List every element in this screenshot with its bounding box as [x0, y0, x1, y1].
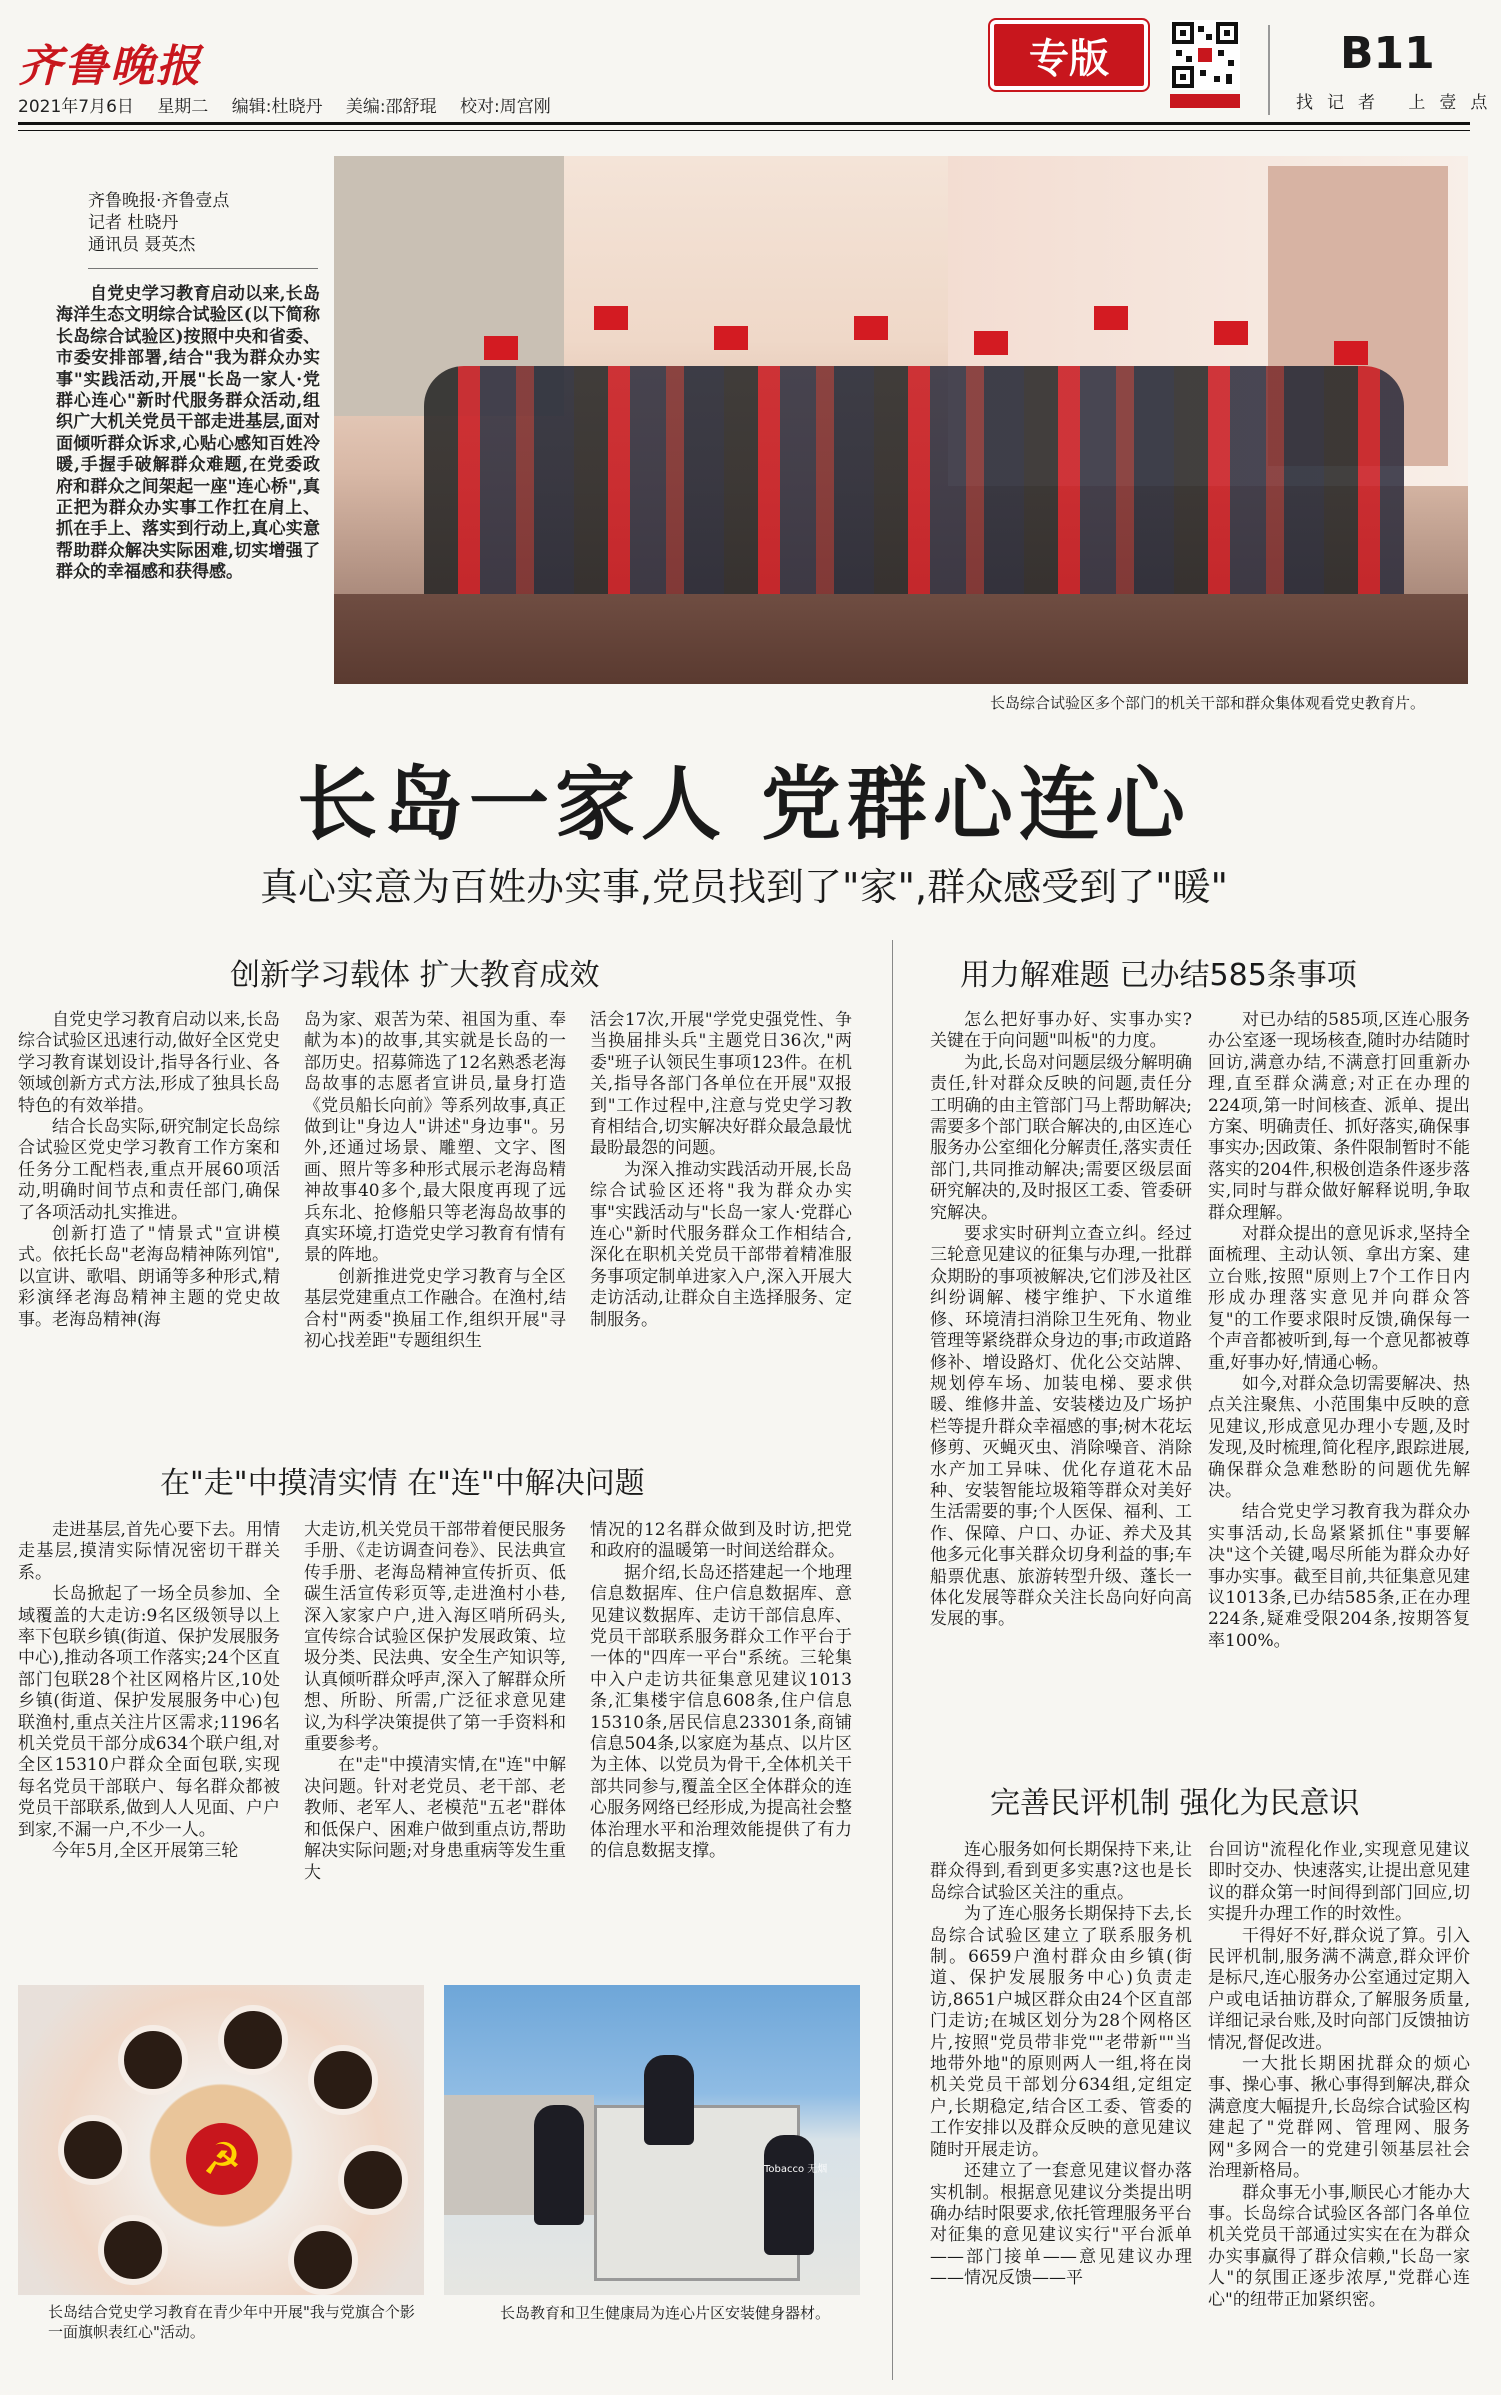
flag-icon: [714, 326, 748, 350]
weekday: 星期二: [157, 97, 209, 117]
child-figure: [308, 2045, 378, 2115]
paragraph: 据介绍,长岛还搭建起一个地理信息数据库、住户信息数据库、意见建议数据库、走访干部信息库、党员干部联系服务群众工作平台于一体的"四库一平台"系统。三轮集中入户走访共征集意见建议1013条,汇集楼宇信息608条,住户信息15310条,居民信息23301条,商铺信息504条,以家庭为基点、以片区为主体、以党员为骨干,全体机关干部共同参与,覆盖全区全体群众的连心服务网络已经形成,为提高社会整体治理水平和治理效能提供了有力的信息数据支撑。: [590, 1562, 852, 1862]
flag-icon: [594, 306, 628, 330]
paragraph: 结合长岛实际,研究制定长岛综合试验区党史学习教育工作方案和任务分工配档表,重点开展60项活动,明确时间节点和责任部门,确保了各项活动扎实推进。: [18, 1117, 280, 1223]
bottom-left-caption: 长岛结合党史学习教育在青少年中开展"我与党旗合个影 一面旗帜表红心"活动。: [48, 2303, 415, 2341]
flag-icon: [1094, 306, 1128, 330]
section2-col2: [304, 1520, 566, 1970]
top-photo: [334, 156, 1468, 684]
section4-col2: [1208, 1840, 1470, 2380]
headline: 长岛一家人 党群心连心: [297, 758, 1191, 851]
paragraph: 为深入推动实践活动开展,长岛综合试验区还将"我为群众办实事"实践活动与"长岛一家人·党群心连心"新时代服务群众工作相结合,深化在职机关党员干部带着精准服务事项定制单进家入户,深入开展大走访活动,让群众自主选择服务、定制服务。: [590, 1159, 852, 1330]
paragraph: 在"走"中摸清实情,在"连"中解决问题。针对老党员、老干部、老教师、老军人、老模范"五老"群体和低保户、困难户做到重点访,帮助解决实际问题;对身患重病等发生重大: [304, 1755, 566, 1883]
column-badge: 专版: [990, 20, 1148, 90]
byline-source: 齐鲁晚报·齐鲁壹点: [88, 191, 230, 211]
section-heading-evaluation: 完善民评机制 强化为民意识: [990, 1786, 1360, 1821]
flag-icon: [854, 316, 888, 340]
paragraph: 群众事无小事,顺民心才能办大事。长岛综合试验区各部门各单位机关党员干部通过实实在在为群众办实事赢得了群众信赖,"长岛一家人"的氛围正逐步浓厚,"党群心连心"的纽带正加紧织密。: [1208, 2182, 1470, 2310]
section3-col1: [930, 1010, 1192, 1750]
section1-col3: [590, 1010, 852, 1330]
worker-figure: [534, 2105, 584, 2225]
section2-col3: [590, 1520, 852, 1970]
byline-correspondent: 通讯员 聂英杰: [88, 235, 196, 255]
section-heading-visits: 在"走"中摸清实情 在"连"中解决问题: [160, 1466, 645, 1501]
lead-text: 自党史学习教育启动以来,长岛海洋生态文明综合试验区(以下简称长岛综合试验区)按照中央和省委、市委安排部署,结合"我为群众办实事"实践活动,开展"长岛一家人·党群心连心"新时代服务群众活动,组织广大机关党员干部走进基层,面对面倾听群众诉求,心贴心感知百姓冷暖,手握手破解群众难题,在党委政府和群众之间架起一座"连心桥",真正把为群众办实事工作扛在肩上、抓在手上、落实到行动上,真心实意帮助群众解决实际困难,切实增强了群众的幸福感和获得感。: [56, 284, 320, 583]
header-divider: [1268, 25, 1270, 115]
section-heading-problems: 用力解难题 已办结585条事项: [960, 958, 1357, 993]
paragraph: 活会17次,开展"学党史强党性、争当换届排头兵"主题党日36次,"两委"班子认领民生事项123件。在机关,指导各部门各单位在开展"双报到"工作过程中,注意与党史学习教育相结合,切实解决好群众最急最忧最盼最怨的问题。: [590, 1010, 852, 1159]
photo-floor: [334, 594, 1468, 684]
lead-paragraph: [56, 284, 320, 584]
section1-col1: [18, 1010, 280, 1330]
designer: 美编:邵舒琨: [345, 97, 437, 117]
flag-icon: [484, 336, 518, 360]
flag-icon: [974, 331, 1008, 355]
issue-date: 2021年7月6日: [18, 97, 134, 117]
paragraph: 干得好不好,群众说了算。引入民评机制,服务满不满意,群众评价是标尺,连心服务办公室通过定期入户或电话抽访群众,了解服务质量,详细记录台账,及时向部门反馈抽访情况,督促改进。: [1208, 1925, 1470, 2053]
qr-code-icon[interactable]: [1170, 20, 1240, 110]
flag-icon: [1214, 321, 1248, 345]
byline-rule: [88, 268, 318, 269]
paragraph: 怎么把好事办好、实事办实?关键在于向问题"叫板"的力度。: [930, 1010, 1192, 1052]
paragraph: 如今,对群众急切需要解决、热点关注聚焦、小范围集中反映的意见建议,形成意见办理小专题,及时发现,及时梳理,简化程序,跟踪进展,确保群众急难愁盼的问题优先解决。: [1208, 1373, 1470, 1501]
paragraph: 台回访"流程化作业,实现意见建议即时交办、快速落实,让提出意见建议的群众第一时间得到部门回应,切实提升办理工作的时效性。: [1208, 1840, 1470, 1925]
section2-col1: [18, 1520, 280, 1970]
bottom-right-photo: [444, 1985, 860, 2295]
section3-col2: [1208, 1010, 1470, 1750]
byline-reporter: 记者 杜晓丹: [88, 213, 179, 233]
editor: 编辑:杜晓丹: [231, 97, 323, 117]
worker-figure: [644, 2055, 694, 2145]
child-figure: [338, 2145, 408, 2215]
photo-crowd: [424, 366, 1404, 596]
vest-label: Tobacco 无烟: [764, 2164, 828, 2175]
paragraph: 创新推进党史学习教育与全区基层党建重点工作融合。在渔村,结合村"两委"换届工作,组织开展"寻初心找差距"专题组织生: [304, 1266, 566, 1352]
proofreader: 校对:周宫刚: [460, 97, 551, 117]
page-number: B11: [1340, 28, 1435, 79]
paragraph: 大走访,机关党员干部带着便民服务手册、《走访调查问卷》、民法典宣传手册、老海岛精神宣传折页、低碳生活宣传彩页等,走进渔村小巷,深入家家户户,进入海区哨所码头,宣传综合试验区保护发展政策、垃圾分类、民法典、安全生产知识等,认真倾听群众呼声,深入了解群众所想、所盼、所需,广泛征求意见建议,为科学决策提供了第一手资料和重要参考。: [304, 1520, 566, 1755]
top-photo-caption: 长岛综合试验区多个部门的机关干部和群众集体观看党史教育片。: [990, 694, 1426, 712]
paragraph: 结合党史学习教育我为群众办实事活动,长岛紧紧抓住"事要解决"这个关键,喝尽所能为群众办好事办实事。截至目前,共征集意见建议1013条,已办结585条,正在办理224条,疑难受限204条,按期答复率100%。: [1208, 1502, 1470, 1651]
party-emblem-icon: ☭: [186, 2123, 258, 2195]
paragraph: 为了连心服务长期保持下去,长岛综合试验区建立了联系服务机制。6659户渔村群众由乡镇(街道、保护发展服务中心)负责走访,8651户城区群众由24个区直部门走访;在城区划分为28个网格区片,按照"党员带非党""老带新""当地带外地"的原则两人一组,将在岗机关党员干部划分634组,定组定户,长期稳定,结合区工委、管委的工作安排以及群众反映的意见建议随时开展走访。: [930, 1904, 1192, 2160]
byline: [88, 190, 318, 256]
worker-figure: [764, 2135, 814, 2255]
section-heading-innovation: 创新学习载体 扩大教育成效: [230, 958, 600, 993]
child-figure: [98, 2215, 168, 2285]
paragraph: 还建立了一套意见建议督办落实机制。根据意见建议分类提出明确办结时限要求,依托管理服务平台对征集的意见建议实行"平台派单——部门接单——意见建议办理——情况反馈——平: [930, 2161, 1192, 2289]
paragraph: 今年5月,全区开展第三轮: [52, 1841, 239, 1862]
flag-icon: [1334, 341, 1368, 365]
bottom-right-caption: 长岛教育和卫生健康局为连心片区安装健身器材。: [500, 2304, 831, 2322]
header-rule: [18, 122, 1470, 125]
section1-col2: [304, 1010, 566, 1352]
header-rule-thin: [18, 130, 1470, 131]
paragraph: 情况的12名群众做到及时访,把党和政府的温暖第一时间送给群众。: [590, 1520, 852, 1562]
paragraph: 一大批长期困扰群众的烦心事、操心事、揪心事得到解决,群众满意度大幅提升,长岛综合试验区构建起了"党群网、管理网、服务网"多网合一的党建引领基层社会治理新格局。: [1208, 2054, 1470, 2182]
paragraph: 创新打造了"情景式"宣讲模式。依托长岛"老海岛精神陈列馆",以宣讲、歌唱、朗诵等多种形式,精彩演绎老海岛精神主题的党史故事。老海岛精神(海: [18, 1224, 280, 1330]
masthead: 齐鲁晚报: [18, 41, 202, 92]
child-figure: [118, 2025, 188, 2095]
child-figure: [58, 2115, 128, 2185]
paragraph: 连心服务如何长期保持下来,让群众得到,看到更多实惠?这也是长岛综合试验区关注的重点。: [930, 1840, 1192, 1903]
column-divider: [892, 940, 893, 2380]
paragraph: 走进基层,首先心要下去。用情走基层,摸清实际情况密切干群关系。: [18, 1520, 280, 1583]
child-figure: [288, 2225, 358, 2295]
paragraph: 为此,长岛对问题层级分解明确责任,针对群众反映的问题,责任分工明确的由主管部门马上帮助解决;需要多个部门联合解决的,由区连心服务办公室细化分解责任,落实责任部门,共同推动解决;需要区级层面研究解决的,及时报区工委、管委研究解决。: [930, 1052, 1192, 1223]
bottom-left-photo: [18, 1985, 424, 2295]
paragraph: 岛为家、艰苦为荣、祖国为重、奉献为本)的故事,其实就是长岛的一部历史。招募筛选了12名熟悉老海岛故事的志愿者宣讲员,量身打造《党员船长向前》等系列故事,真正做到让"身边人"讲述"身边事"。另外,还通过场景、雕塑、文字、图画、照片等多种形式展示老海岛精神故事40多个,最大限度再现了远兵东北、抢修船只等老海岛故事的真实环境,打造党史学习教育有情有景的阵地。: [304, 1010, 566, 1266]
paragraph: 对已办结的585项,区连心服务办公室逐一现场核查,随时办结随时回访,满意办结,不满意打回重新办理,直至群众满意;对正在办理的224项,第一时间核查、派单、提出方案、明确责任、抓好落实,确保事事实办;因政策、条件限制暂时不能落实的204件,积极创造条件逐步落实,同时与群众做好解释说明,争取群众理解。: [1208, 1010, 1470, 1223]
header-info: [18, 92, 569, 117]
subheadline: 真心实意为百姓办实事,党员找到了"家",群众感受到了"暖": [259, 865, 1229, 909]
paragraph: 自党史学习教育启动以来,长岛综合试验区迅速行动,做好全区党史学习教育谋划设计,指导各行业、各领域创新方式方法,形成了独具长岛特色的有效举措。: [18, 1010, 280, 1116]
paragraph: 长岛掀起了一场全员参加、全域覆盖的大走访:9名区级领导以上率下包联乡镇(街道、保护发展服务中心),推动各项工作落实;24个区直部门包联28个社区网格片区,10处乡镇(街道、保护发展服务中心)包联渔村,重点关注片区需求;1196名机关党员干部分成634个联户组,对全区15310户群众全面包联,实现每名党员干部联户、每名群众都被党员干部联系,做到人人见面、户户到家,不漏一户,不少一人。: [18, 1584, 280, 1840]
paragraph: 要求实时研判立查立纠。经过三轮意见建议的征集与办理,一批群众期盼的事项被解决,它们涉及社区纠纷调解、楼宇维护、下水道维修、环境清扫消除卫生死角、物业管理等紧绕群众身边的事;市政道路修补、增设路灯、优化公交站牌、规划停车场、加装电梯、要求供暖、维修井盖、安装楼边及广场护栏等提升群众幸福感的事;树木花坛修剪、灭蝇灭虫、消除噪音、消除水产加工异味、优化存道花木品种、安装智能垃圾箱等群众对美好生活需要的事;个人医保、福利、工作、保障、户口、办证、养犬及其他多元化事关群众切身利益的事;车船票优惠、旅游转型升级、蓬长一体化发展等群众关注长岛向好向高发展的事。: [930, 1224, 1192, 1630]
paragraph: 对群众提出的意见诉求,坚持全面梳理、主动认领、拿出方案、建立台账,按照"原则上7个工作日内形成办理落实意见并向群众答复"的工作要求限时反馈,确保每一个声音都被听到,每一个意见都被尊重,好事办好,情通心畅。: [1208, 1224, 1470, 1373]
child-figure: [218, 2005, 288, 2075]
header-slogan: 找记者 上壹点: [1296, 93, 1501, 113]
section4-col1: [930, 1840, 1192, 2380]
